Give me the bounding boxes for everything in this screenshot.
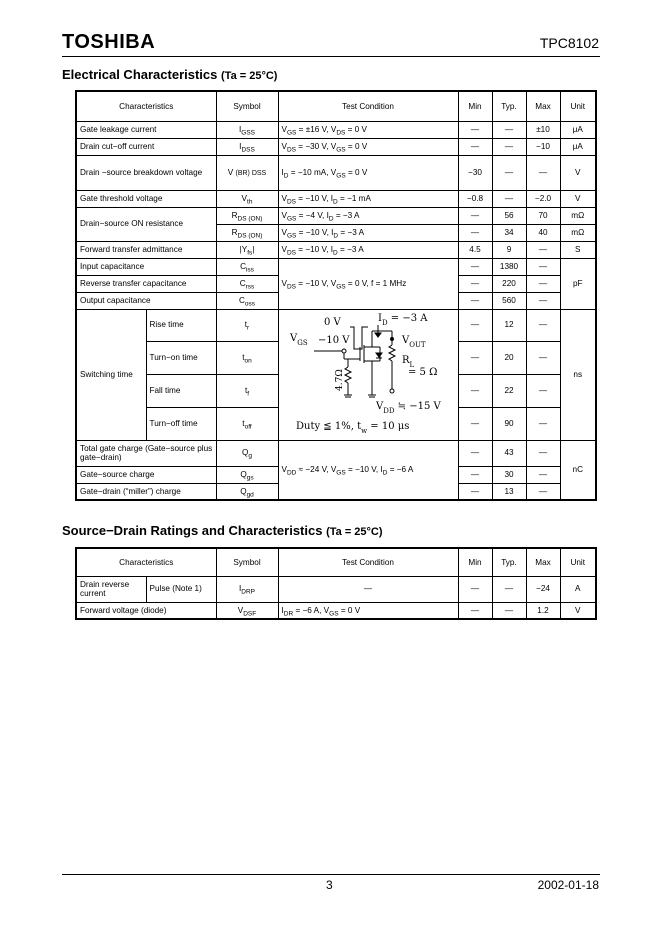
- electrical-characteristics-table: [75, 90, 597, 501]
- section-title-text: Electrical Characteristics: [62, 67, 218, 82]
- header-min: Min: [458, 548, 492, 576]
- symbol-cell: $t_f$: [216, 374, 278, 407]
- test-condition: $I_{DR} = -6$ A, $V_{GS} = 0$ V: [278, 602, 458, 619]
- header-characteristics: Characteristics: [76, 91, 216, 121]
- id-arrow: [375, 333, 381, 337]
- min-value: —: [458, 121, 492, 138]
- header-test-condition: Test Condition: [278, 548, 458, 576]
- header-typ: Typ.: [492, 548, 526, 576]
- typ-value: 220: [492, 275, 526, 292]
- min-value: —: [458, 207, 492, 224]
- char-name: Output capacitance: [76, 292, 216, 309]
- table-row: [76, 207, 596, 224]
- char-note: Pulse (Note 1): [146, 576, 216, 602]
- max-value: —: [526, 241, 560, 258]
- unit-value: mΩ: [560, 224, 596, 241]
- symbol-cell: $I_{GSS}$: [216, 121, 278, 138]
- symbol-cell: V (BR) DSS: [216, 155, 278, 190]
- symbol-cell: $I_{DSS}$: [216, 138, 278, 155]
- unit-value: pF: [560, 258, 596, 309]
- test-condition: $V_{DS} = -30$ V, $V_{GS} = 0$ V: [278, 138, 458, 155]
- test-condition: $V_{GS} = -10$ V, $I_D = -3$ A: [278, 224, 458, 241]
- body-diode: [376, 353, 382, 357]
- symbol-cell: $t_r$: [216, 309, 278, 341]
- typ-value: —: [492, 602, 526, 619]
- max-value: —: [526, 292, 560, 309]
- min-value: —: [458, 341, 492, 374]
- max-value: —: [526, 258, 560, 275]
- section-condition: (Ta = 25°C): [221, 70, 278, 82]
- symbol-cell: $I_{DRP}$: [216, 576, 278, 602]
- min-value: —: [458, 440, 492, 466]
- sub-char-name: Fall time: [146, 374, 216, 407]
- min-value: —: [458, 483, 492, 500]
- min-value: —: [458, 602, 492, 619]
- part-number: TPC8102: [539, 35, 599, 51]
- min-value: —: [458, 258, 492, 275]
- rl-label: $R_L$: [401, 354, 414, 369]
- gate-pulse: [350, 327, 368, 349]
- table-row: [76, 138, 596, 155]
- header-unit: Unit: [560, 91, 596, 121]
- switching-circuit-diagram: [282, 311, 456, 439]
- test-condition: $V_{DD} \approx -24$ V, $V_{GS} = -10$ V, $I_D = -6$ A: [278, 440, 458, 500]
- unit-value: μA: [560, 121, 596, 138]
- max-value: 70: [526, 207, 560, 224]
- neg10v-label: −10 V: [317, 334, 350, 346]
- header-typ: Typ.: [492, 91, 526, 121]
- gate-resistor: [345, 367, 351, 383]
- footer-rule: [62, 874, 600, 875]
- switching-test-circuit: [278, 309, 458, 440]
- max-value: —: [526, 341, 560, 374]
- symbol-cell: $C_{iss}$: [216, 258, 278, 275]
- table-row: [76, 309, 596, 341]
- char-name: Forward transfer admittance: [76, 241, 216, 258]
- sub-char-name: Rise time: [146, 309, 216, 341]
- symbol-cell: $C_{oss}$: [216, 292, 278, 309]
- unit-value: μA: [560, 138, 596, 155]
- id-label: $I_D = -3$ A: [377, 312, 427, 327]
- unit-value: V: [560, 602, 596, 619]
- symbol-cell: $|Y_{fs}|$: [216, 241, 278, 258]
- min-value: —: [458, 466, 492, 483]
- char-name: Gate−source charge: [76, 466, 216, 483]
- section-title-text: Source−Drain Ratings and Characteristics: [62, 523, 323, 538]
- test-condition: $V_{DS} = -10$ V, $I_D = -3$ A: [278, 241, 458, 258]
- typ-value: —: [492, 155, 526, 190]
- char-name: Drain reverse current: [76, 576, 146, 602]
- symbol-cell: $R_{DS (ON)}$: [216, 224, 278, 241]
- char-name: Gate threshold voltage: [76, 190, 216, 207]
- zero-volt-label: 0 V: [323, 316, 341, 328]
- vdd-terminal: [390, 389, 394, 393]
- section-title-electrical: [62, 67, 277, 82]
- table-row: [76, 602, 596, 619]
- symbol-cell: $C_{rss}$: [216, 275, 278, 292]
- typ-value: —: [492, 121, 526, 138]
- typ-value: 9: [492, 241, 526, 258]
- unit-value: S: [560, 241, 596, 258]
- char-name: Input capacitance: [76, 258, 216, 275]
- source-drain-table: [75, 547, 597, 620]
- max-value: —: [526, 466, 560, 483]
- page-number: 3: [326, 878, 333, 892]
- unit-value: V: [560, 190, 596, 207]
- table-row: [76, 241, 596, 258]
- max-value: —: [526, 275, 560, 292]
- symbol-cell: $Q_{gs}$: [216, 466, 278, 483]
- max-value: —: [526, 374, 560, 407]
- table-row: [76, 121, 596, 138]
- min-value: —: [458, 224, 492, 241]
- unit-value: A: [560, 576, 596, 602]
- table-header-row: [76, 91, 596, 121]
- min-value: —: [458, 374, 492, 407]
- min-value: −0.8: [458, 190, 492, 207]
- typ-value: 22: [492, 374, 526, 407]
- symbol-cell: $t_{on}$: [216, 341, 278, 374]
- char-name: Reverse transfer capacitance: [76, 275, 216, 292]
- char-name: Switching time: [76, 309, 146, 440]
- input-terminal: [342, 349, 346, 353]
- table-header-row: [76, 548, 596, 576]
- min-value: —: [458, 275, 492, 292]
- toshiba-logo: TOSHIBA: [62, 31, 156, 53]
- min-value: —: [458, 576, 492, 602]
- char-name: Total gate charge (Gate−source plus gate−drain): [76, 440, 216, 466]
- char-name: Drain cut−off current: [76, 138, 216, 155]
- symbol-cell: $Q_{gd}$: [216, 483, 278, 500]
- header-symbol: Symbol: [216, 91, 278, 121]
- unit-value: mΩ: [560, 207, 596, 224]
- test-condition: —: [278, 576, 458, 602]
- typ-value: 30: [492, 466, 526, 483]
- max-value: —: [526, 483, 560, 500]
- unit-value: V: [560, 155, 596, 190]
- max-value: −10: [526, 138, 560, 155]
- max-value: —: [526, 309, 560, 341]
- typ-value: 12: [492, 309, 526, 341]
- max-value: −24: [526, 576, 560, 602]
- symbol-cell: $R_{DS (ON)}$: [216, 207, 278, 224]
- section-title-source-drain: [62, 523, 383, 538]
- min-value: 4.5: [458, 241, 492, 258]
- symbol-cell: $V_{DSF}$: [216, 602, 278, 619]
- header-max: Max: [526, 548, 560, 576]
- sub-char-name: Turn−on time: [146, 341, 216, 374]
- max-value: ±10: [526, 121, 560, 138]
- max-value: —: [526, 440, 560, 466]
- unit-value: nC: [560, 440, 596, 500]
- test-condition: $V_{DS} = -10$ V, $V_{GS} = 0$ V, f = 1 MHz: [278, 258, 458, 309]
- char-name: Gate leakage current: [76, 121, 216, 138]
- table-row: [76, 576, 596, 602]
- max-value: 1.2: [526, 602, 560, 619]
- max-value: —: [526, 155, 560, 190]
- test-condition: $I_D = -10$ mA, $V_{GS} = 0$ V: [278, 155, 458, 190]
- section-condition: (Ta = 25°C): [326, 526, 383, 538]
- test-condition: $V_{GS} = \pm 16$ V, $V_{DS} = 0$ V: [278, 121, 458, 138]
- table-row: [76, 155, 596, 190]
- table-row: [76, 258, 596, 275]
- min-value: —: [458, 138, 492, 155]
- typ-value: 56: [492, 207, 526, 224]
- test-condition: $V_{DS} = -10$ V, $I_D = -1$ mA: [278, 190, 458, 207]
- header-characteristics: Characteristics: [76, 548, 216, 576]
- typ-value: 13: [492, 483, 526, 500]
- header-rule: [62, 56, 600, 57]
- symbol-cell: $Q_g$: [216, 440, 278, 466]
- typ-value: —: [492, 190, 526, 207]
- gate-resistor-value: 4.7Ω: [334, 368, 345, 391]
- test-condition: $V_{GS} = -4$ V, $I_D = -3$ A: [278, 207, 458, 224]
- typ-value: 560: [492, 292, 526, 309]
- max-value: —: [526, 407, 560, 440]
- duty-label: Duty ≦ 1%, $t_w = 10$ μs: [295, 420, 409, 435]
- char-name: Forward voltage (diode): [76, 602, 216, 619]
- vgs-label: $V_{GS}$: [289, 332, 308, 347]
- table-row: [76, 190, 596, 207]
- symbol-cell: $t_{off}$: [216, 407, 278, 440]
- vdd-label: $V_{DD}$ ≒ −15 V: [375, 400, 441, 415]
- max-value: 40: [526, 224, 560, 241]
- unit-value: ns: [560, 309, 596, 440]
- header-min: Min: [458, 91, 492, 121]
- header-unit: Unit: [560, 548, 596, 576]
- header-symbol: Symbol: [216, 548, 278, 576]
- min-value: —: [458, 407, 492, 440]
- typ-value: 43: [492, 440, 526, 466]
- typ-value: —: [492, 576, 526, 602]
- min-value: −30: [458, 155, 492, 190]
- vout-label: $V_{OUT}$: [401, 334, 426, 349]
- char-name: Drain −source breakdown voltage: [76, 155, 216, 190]
- load-resistor: [389, 345, 395, 361]
- char-name: Gate−drain (“miller”) charge: [76, 483, 216, 500]
- max-value: −2.0: [526, 190, 560, 207]
- typ-value: 34: [492, 224, 526, 241]
- char-name: Drain−source ON resistance: [76, 207, 216, 241]
- typ-value: 20: [492, 341, 526, 374]
- typ-value: 90: [492, 407, 526, 440]
- min-value: —: [458, 292, 492, 309]
- header-test-condition: Test Condition: [278, 91, 458, 121]
- min-value: —: [458, 309, 492, 341]
- sub-char-name: Turn−off time: [146, 407, 216, 440]
- document-date: 2002-01-18: [537, 878, 599, 892]
- symbol-cell: $V_{th}$: [216, 190, 278, 207]
- table-row: [76, 440, 596, 466]
- typ-value: —: [492, 138, 526, 155]
- typ-value: 1380: [492, 258, 526, 275]
- rl-value: = 5 Ω: [407, 366, 437, 378]
- header-max: Max: [526, 91, 560, 121]
